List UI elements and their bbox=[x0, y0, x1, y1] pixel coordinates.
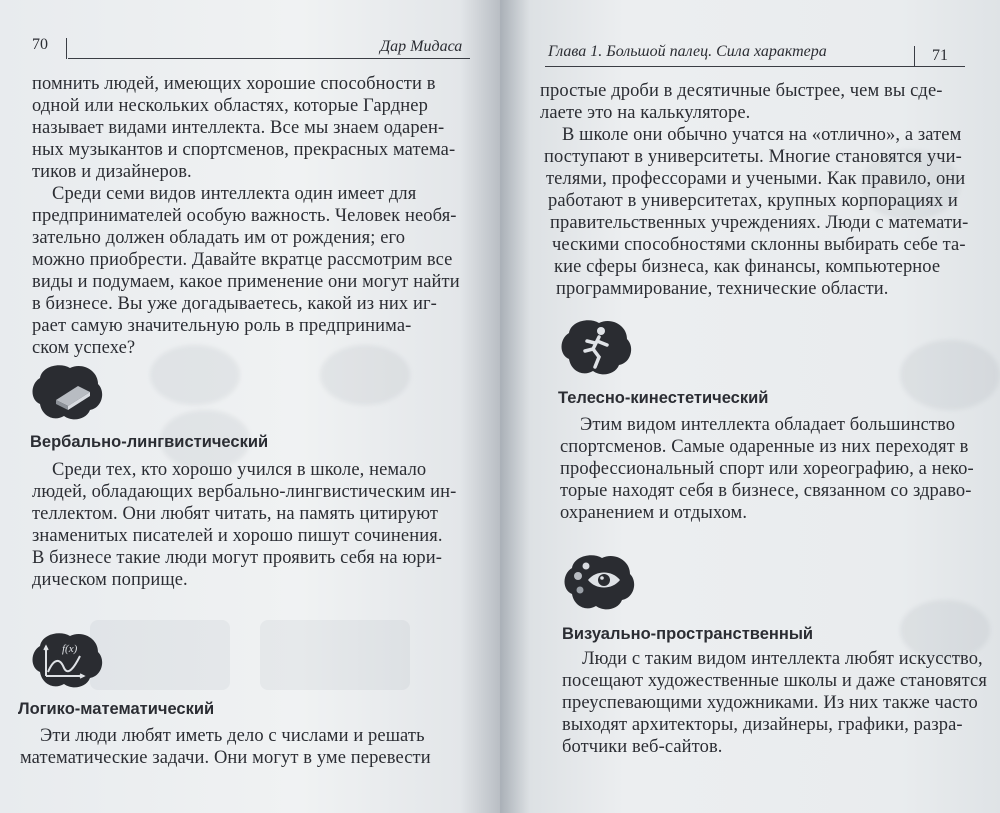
text-line: Среди семи видов интеллекта один имеет для bbox=[52, 184, 417, 204]
running-head: Дар Мидаса bbox=[380, 38, 463, 55]
text-line: помнить людей, имеющих хорошие способности в bbox=[32, 74, 436, 94]
text-line: кие сферы бизнеса, как финансы, компьютерное bbox=[554, 257, 941, 277]
text-line: в бизнесе. Вы уже догадываетесь, какой из них иг- bbox=[32, 294, 437, 314]
text-line: Среди тех, кто хорошо учился в школе, немало bbox=[52, 460, 427, 480]
page-number: 70 bbox=[32, 36, 48, 53]
text-line: поступают в университеты. Многие становятся учи- bbox=[544, 147, 962, 167]
text-line: выходят архитекторы, дизайнеры, графики, разра- bbox=[562, 715, 963, 735]
text-line: теллектом. Они любят читать, на память цитируют bbox=[32, 504, 439, 524]
text-line: Люди с таким видом интеллекта любят искусство, bbox=[582, 649, 983, 669]
header-divider bbox=[914, 46, 915, 67]
header-divider bbox=[66, 38, 67, 59]
text-line: программирование, технические области. bbox=[556, 279, 889, 299]
text-line: людей, обладающих вербально-лингвистическим ин- bbox=[32, 482, 457, 502]
text-line: торые находят себя в бизнесе, связанном со здраво- bbox=[560, 481, 972, 501]
text-line: предпринимателей особую важность. Человек необя- bbox=[32, 206, 457, 226]
right-page bbox=[500, 0, 1000, 813]
eye-palette-brain-icon bbox=[558, 550, 638, 616]
text-line: охранением и отдыхом. bbox=[560, 503, 748, 523]
text-line: телями, профессорами и учеными. Как правило, они bbox=[546, 169, 966, 189]
page-number: 71 bbox=[932, 47, 948, 64]
section-heading: Логико-математический bbox=[18, 700, 215, 718]
section-heading: Визуально-пространственный bbox=[562, 625, 814, 643]
function-graph-brain-icon bbox=[26, 628, 106, 694]
section-heading: Вербально-лингвистический bbox=[30, 433, 269, 451]
text-line: простые дроби в десятичные быстрее, чем вы сде- bbox=[540, 81, 943, 101]
text-line: профессиональный спорт или хореографию, а неко- bbox=[560, 459, 974, 479]
text-line: посещают художественные школы и даже становятся bbox=[562, 671, 987, 691]
running-person-brain-icon bbox=[555, 315, 635, 381]
text-line: зательно должен обладать им от рождения; его bbox=[32, 228, 406, 248]
text-line: знаменитых писателей и хорошо пишут сочинения. bbox=[32, 526, 443, 546]
text-line: математические задачи. Они могут в уме перевести bbox=[20, 748, 431, 768]
text-line: рает самую значительную роль в предпринима- bbox=[32, 316, 412, 336]
text-line: одной или нескольких областях, которые Гарднер bbox=[32, 96, 428, 116]
text-line: называет видами интеллекта. Все мы знаем одарен- bbox=[32, 118, 445, 138]
header-rule bbox=[68, 58, 470, 59]
function-label: f(x) bbox=[62, 643, 78, 655]
text-line: ных музыкантов и спортсменов, прекрасных матема- bbox=[32, 140, 456, 160]
text-line: Этим видом интеллекта обладает большинство bbox=[580, 415, 956, 435]
text-line: преуспевающими художниками. Из них также часто bbox=[562, 693, 978, 713]
section-heading: Телесно-кинестетический bbox=[558, 389, 769, 407]
text-line: ческими способностями склонны выбирать себе та- bbox=[552, 235, 966, 255]
text-line: В школе они обычно учатся на «отлично», а затем bbox=[562, 125, 962, 145]
text-line: работают в университетах, крупных корпорациях и bbox=[548, 191, 958, 211]
text-line: виды и подумаем, какое применение они могут найти bbox=[32, 272, 460, 292]
text-line: правительственных учреждениях. Люди с математи- bbox=[550, 213, 969, 233]
text-line: можно приобрести. Давайте вкратце рассмотрим все bbox=[32, 250, 453, 270]
book-brain-icon bbox=[26, 360, 106, 426]
text-line: тиков и дизайнеров. bbox=[32, 162, 192, 182]
text-line: спортсменов. Самые одаренные из них переходят в bbox=[560, 437, 969, 457]
text-line: ском успехе? bbox=[32, 338, 136, 358]
text-line: Эти люди любят иметь дело с числами и решать bbox=[40, 726, 425, 746]
running-head: Глава 1. Большой палец. Сила характера bbox=[548, 43, 827, 60]
text-line: ботчики веб-сайтов. bbox=[562, 737, 723, 757]
text-line: лаете это на калькуляторе. bbox=[540, 103, 751, 123]
text-line: В бизнесе такие люди могут проявить себя на юри- bbox=[32, 548, 442, 568]
header-rule bbox=[545, 66, 965, 67]
text-line: дическом поприще. bbox=[32, 570, 188, 590]
